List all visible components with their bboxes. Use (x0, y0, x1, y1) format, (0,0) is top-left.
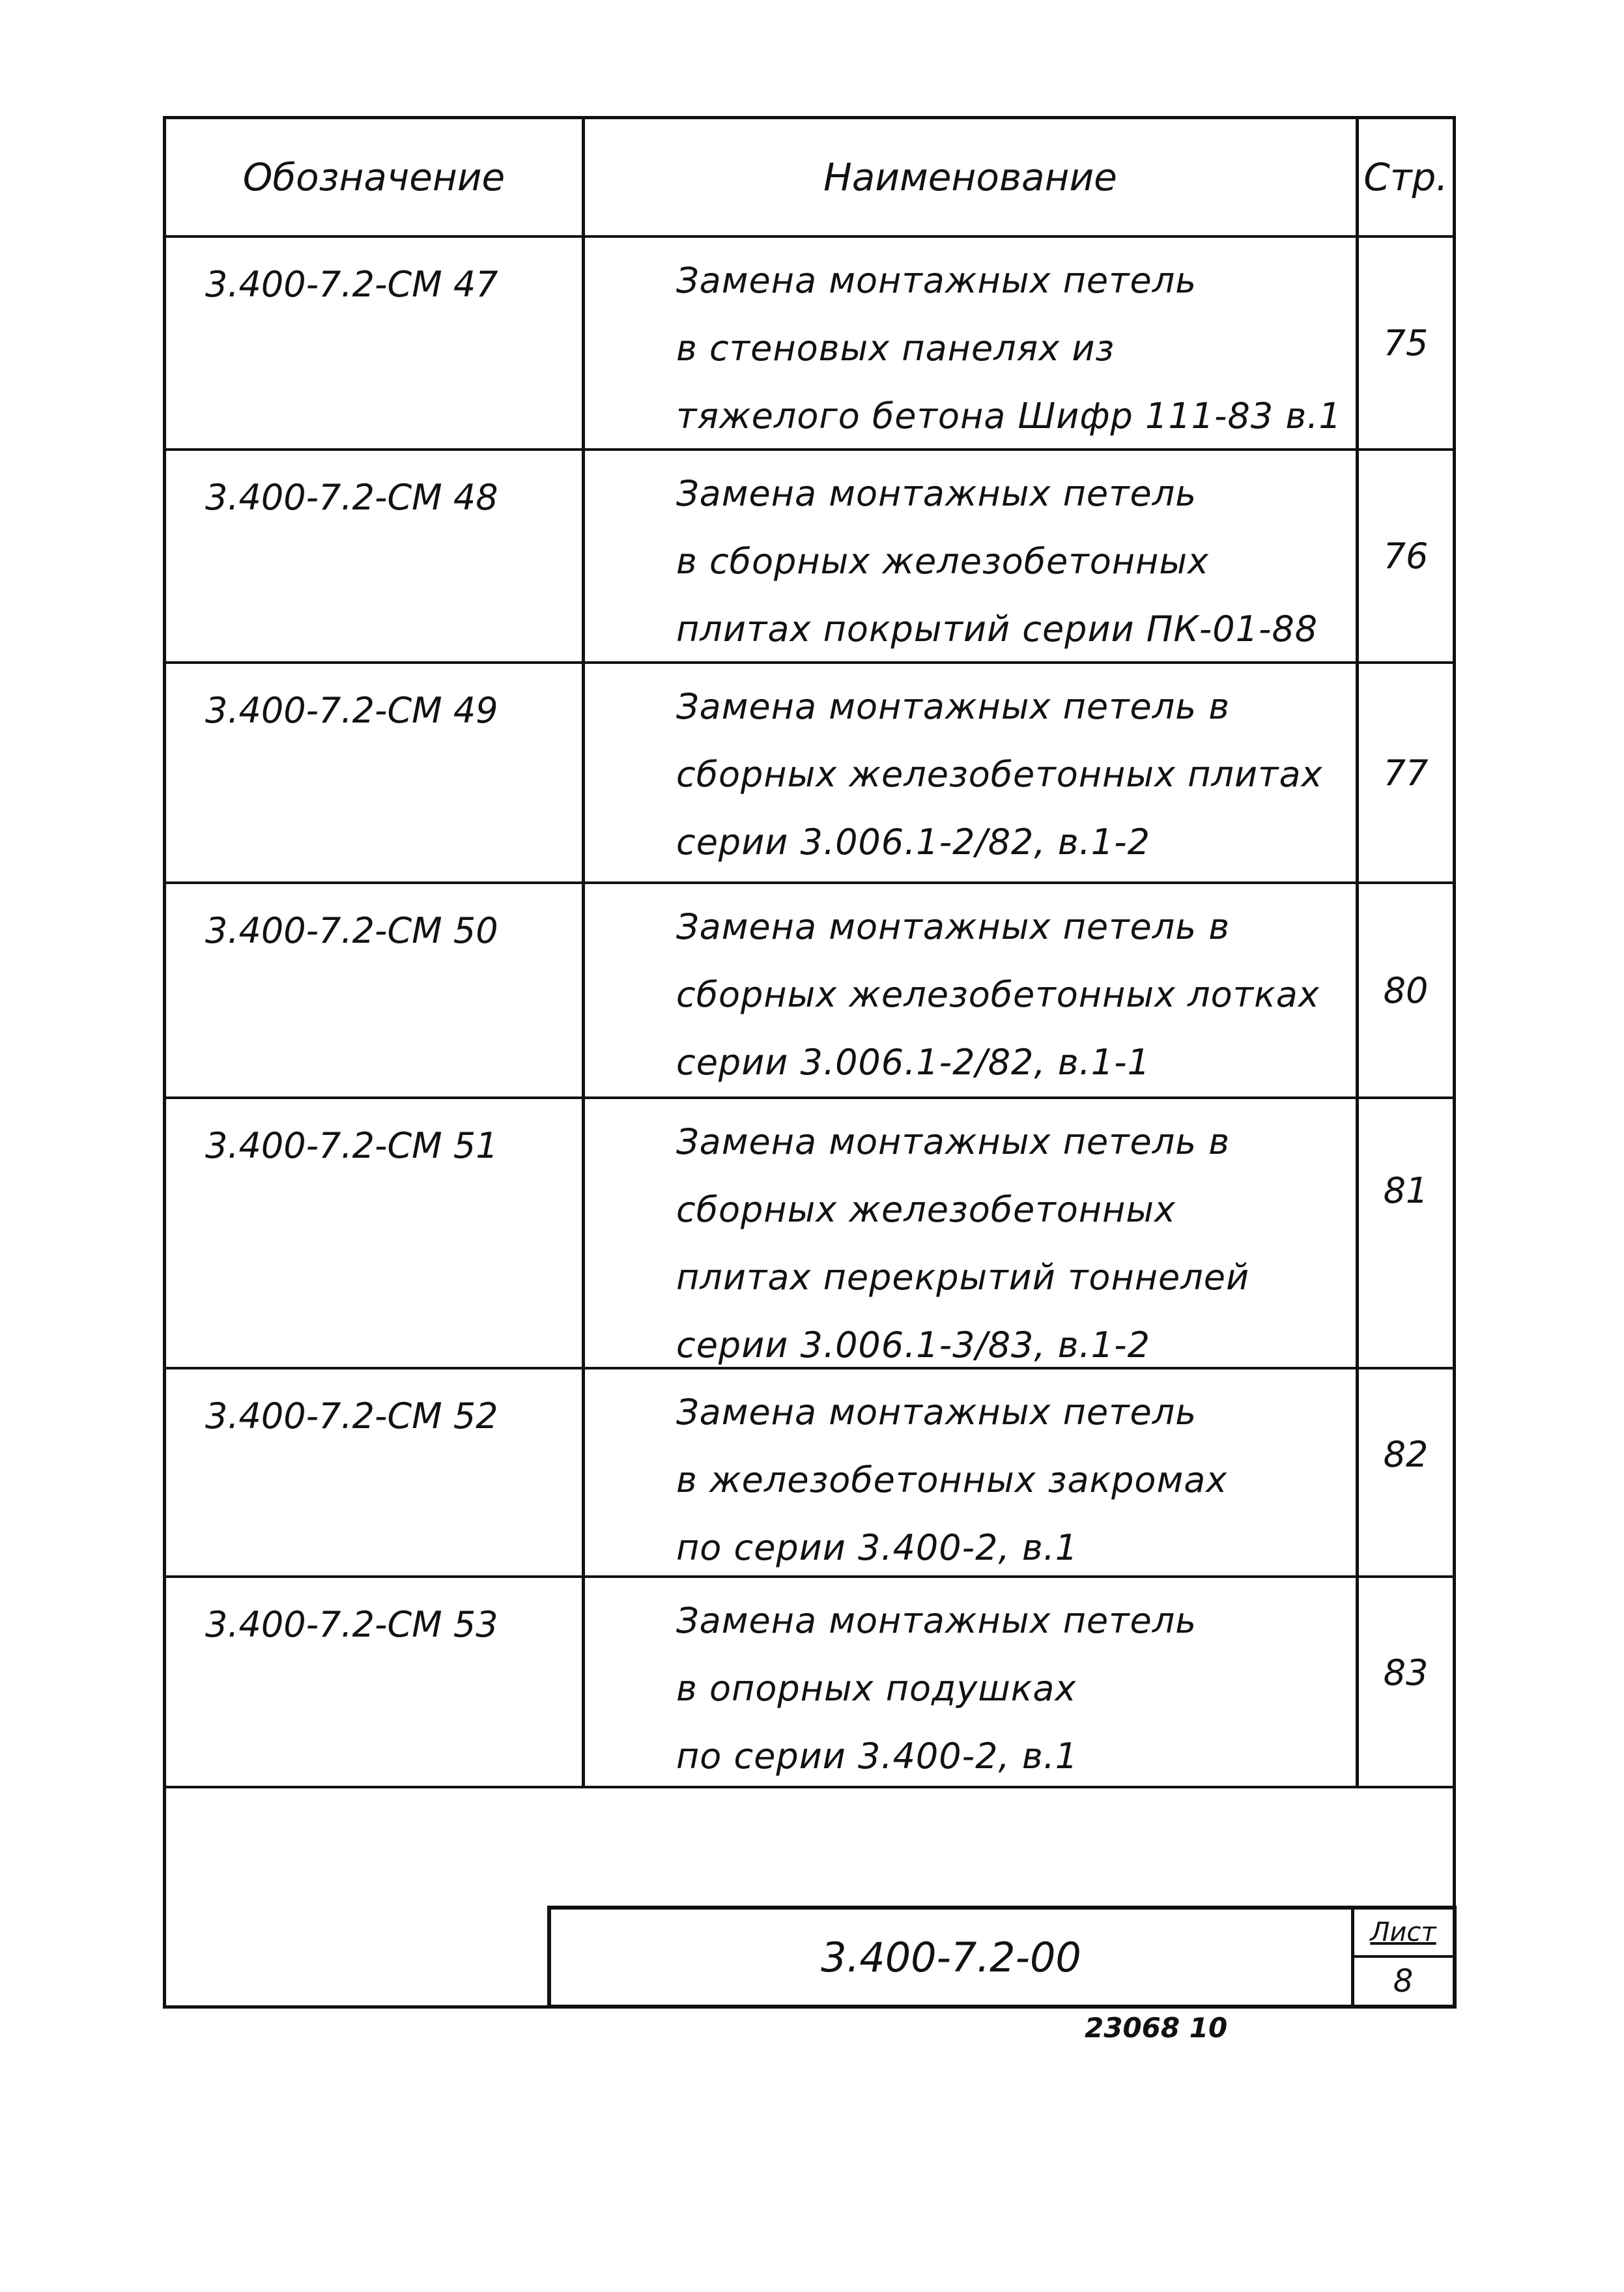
row-6-code: 3.400-7.2-СМ 52 (205, 1396, 498, 1437)
row-2-page: 76 (1383, 536, 1429, 577)
row-7-page: 83 (1383, 1652, 1429, 1693)
row-6-name-line-2: в железобетонных закромах (676, 1459, 1228, 1500)
row-4-code: 3.400-7.2-СМ 50 (205, 910, 498, 951)
row-7-name-line-1: Замена монтажных петель (676, 1600, 1197, 1641)
row-3-name-line-3: серии 3.006.1-2/82, в.1-2 (676, 822, 1150, 863)
title-block-stamp (547, 1906, 1457, 2009)
row-4-name (585, 884, 1356, 1096)
row-5-name-line-1: Замена монтажных петель в (676, 1121, 1231, 1162)
row-1-code: 3.400-7.2-СМ 47 (205, 264, 498, 305)
row-3-name (585, 664, 1356, 881)
footer-inventory-number: 23068 10 (1085, 2012, 1228, 2044)
row-7-code: 3.400-7.2-СМ 53 (205, 1604, 498, 1645)
document-code: 3.400-7.2-00 (821, 1933, 1081, 1981)
row-3-name-line-2: сборных железобетонных плитах (676, 754, 1323, 795)
row-7-name-line-2: в опорных подушках (676, 1668, 1077, 1709)
row-1-name-line-2: в стеновых панелях из (676, 328, 1115, 369)
header-page: Стр. (1363, 155, 1448, 199)
row-1-name-line-3: тяжелого бетона Шифр 111-83 в.1 (676, 395, 1342, 437)
row-6-name-line-1: Замена монтажных петель (676, 1392, 1197, 1433)
row-3-code: 3.400-7.2-СМ 49 (205, 690, 498, 731)
row-7-name (585, 1578, 1356, 1786)
contents-table (163, 116, 1456, 2009)
row-2-name-line-2: в сборных железобетонных (676, 541, 1209, 582)
row-7-name-line-3: по серии 3.400-2, в.1 (676, 1736, 1079, 1777)
row-5-name-line-3: плитах перекрытий тоннелей (676, 1257, 1250, 1298)
row-1-name-line-1: Замена монтажных петель (676, 260, 1197, 301)
row-6-page: 82 (1383, 1433, 1429, 1475)
row-6-name-line-3: по серии 3.400-2, в.1 (676, 1527, 1079, 1568)
row-1-page: 75 (1383, 322, 1429, 364)
row-2-name-line-3: плитах покрытий серии ПК-01-88 (676, 609, 1318, 650)
row-4-page: 80 (1383, 969, 1429, 1011)
header-designation: Обозначение (242, 155, 506, 199)
row-3-page: 77 (1383, 752, 1429, 794)
header-name: Наименование (823, 155, 1117, 199)
row-5-page: 81 (1383, 1169, 1429, 1211)
row-5-name (585, 1099, 1356, 1367)
sheet-label: Лист (1370, 1917, 1436, 1947)
row-1-name (585, 238, 1356, 448)
row-4-name-line-2: сборных железобетонных лотках (676, 974, 1320, 1015)
row-5-name-line-2: сборных железобетонных (676, 1189, 1176, 1230)
row-4-name-line-3: серии 3.006.1-2/82, в.1-1 (676, 1042, 1150, 1083)
row-2-name (585, 451, 1356, 661)
row-4-name-line-1: Замена монтажных петель в (676, 906, 1231, 947)
row-5-code: 3.400-7.2-СМ 51 (205, 1125, 498, 1166)
row-3-name-line-1: Замена монтажных петель в (676, 686, 1231, 727)
row-5-name-line-4: серии 3.006.1-3/83, в.1-2 (676, 1325, 1150, 1366)
row-2-code: 3.400-7.2-СМ 48 (205, 477, 498, 518)
row-2-name-line-1: Замена монтажных петель (676, 473, 1197, 514)
sheet-number: 8 (1393, 1963, 1414, 1999)
row-6-name (585, 1369, 1356, 1575)
